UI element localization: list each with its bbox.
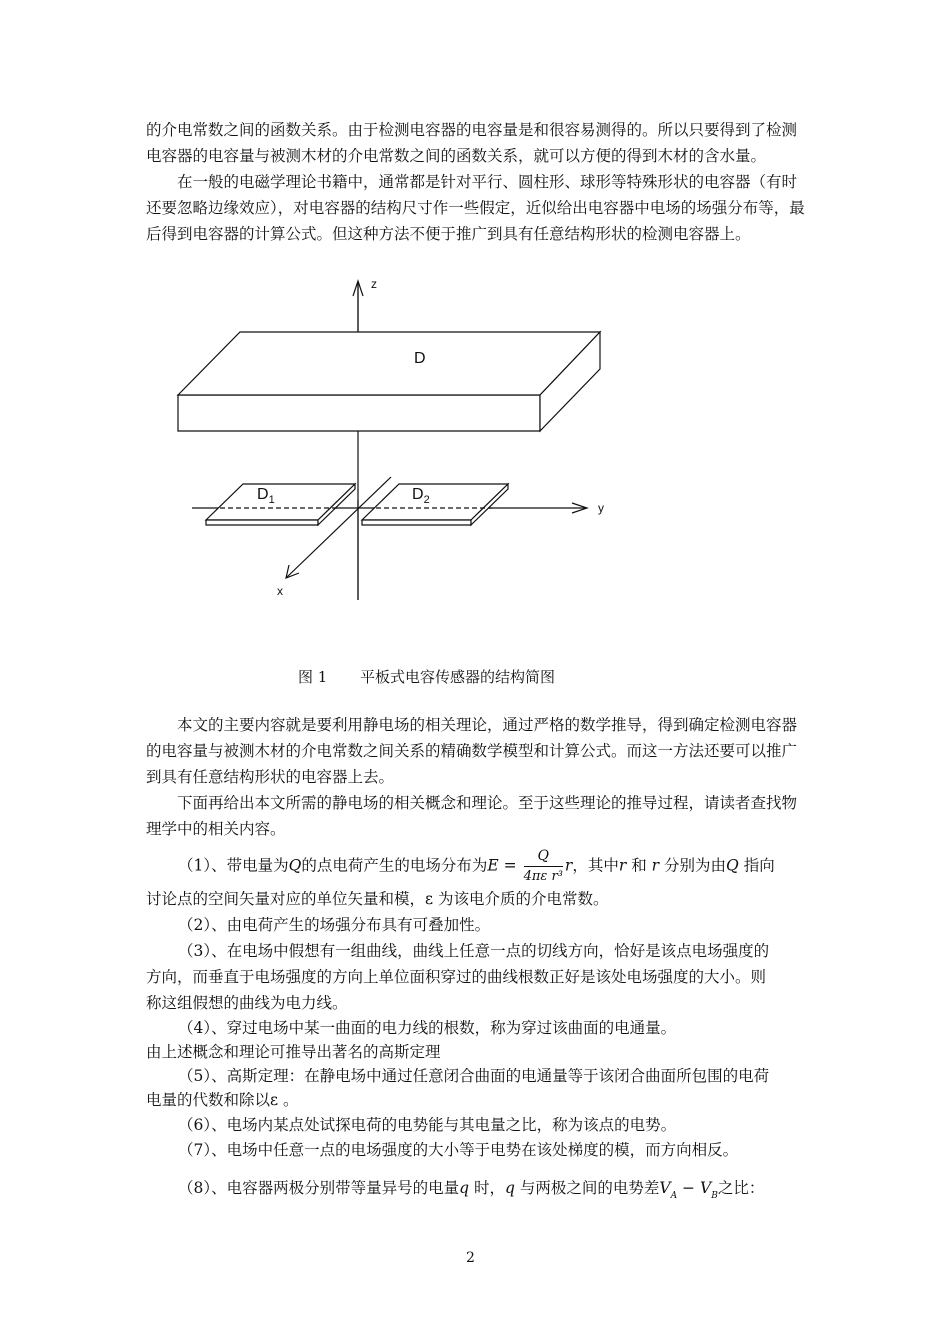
coulomb-fraction: $\frac{Q}{\text{4πε r³}}$ — [523, 848, 563, 884]
label-plate-D2: $D_2$ — [412, 486, 430, 506]
page-number: 2 — [466, 1250, 475, 1266]
vector-E: E — [487, 856, 499, 875]
item-3-line-1: （3）、在电场中假想有一组曲线，曲线上任意一点的切线方向，恰好是该点电场强度的 — [178, 942, 770, 960]
item-5-line-1: （5）、高斯定理：在静电场中通过任意闭合曲面的电通量等于该闭合曲面所包围的电荷 — [178, 1067, 770, 1085]
item-4: （4）、穿过电场中某一曲面的电力线的根数，称为穿过该曲面的电通量。 — [178, 1019, 677, 1037]
item-7: （7）、电场中任意一点的电场强度的大小等于电势在该处梯度的模，而方向相反。 — [178, 1141, 739, 1159]
figure-caption-text: 平板式电容传感器的结构简图 — [360, 668, 556, 686]
axis-label-y: y — [598, 501, 604, 515]
intro-paragraph-1: 的介电常数之间的函数关系。由于检测电容器的电容量是和很容易测得的。所以只要得到了检测电容器的电容量与被测木材的介电常数之间的函数关系，就可以方便的得到木材的含水量。 — [146, 121, 798, 165]
plate-D1-front — [206, 520, 318, 525]
intro-paragraph-2: 在一般的电磁学理论书籍中，通常都是针对平行、圆柱形、球形等特殊形状的电容器（有时还要忽略边缘效应），对电容器的结构尺寸作一些假定，近似给出电容器中电场的场强分布等，最后得到电容器的计算公式。但这种方法不便于推广到具有任意结构形状的检测电容器上。 — [146, 173, 805, 243]
item-6: （6）、电场内某点处试探电荷的电势能与其电量之比，称为该点的电势。 — [178, 1116, 677, 1134]
body-paragraph-4: 下面再给出本文所需的静电场的相关概念和理论。至于这些理论的推导过程，请读者查找物理学中的相关内容。 — [146, 794, 798, 838]
label-plate-D1: $D_1$ — [257, 486, 275, 506]
item-1-line-2: 讨论点的空间矢量对应的单位矢量和模，ε 为该电介质的介电常数。 — [146, 890, 609, 908]
plate-D2-front — [362, 520, 471, 525]
plate-D2-top — [362, 484, 508, 520]
label-slab-D: D — [414, 350, 426, 367]
figure-caption-number: 图 1 — [298, 668, 328, 686]
slab-D-front — [178, 395, 540, 431]
plate-D1-top — [206, 484, 355, 520]
gauss-intro: 由上述概念和理论可推导出著名的高斯定理 — [146, 1043, 441, 1061]
item-5-line-2: 电量的代数和除以ε 。 — [146, 1091, 299, 1109]
body-paragraph-3: 本文的主要内容就是要利用静电场的相关理论，通过严格的数学推导，得到确定检测电容器的电容量与被测木材的介电常数之间关系的精确数学模型和计算公式。而这一方法还要可以推广到具有任意结构形状的电容器上去。 — [146, 716, 798, 786]
item-3-line-3: 称这组假想的曲线为电力线。 — [146, 994, 348, 1012]
axis-label-x: x — [277, 584, 283, 598]
figure-caption — [298, 666, 555, 687]
slab-D-top — [178, 332, 600, 395]
axis-label-z: z — [371, 277, 377, 291]
item-1-line-1: （1）、带电量为Q的点电荷产生的电场分布为E = $\frac{Q}{\text{4πε r³}}$ r，其中r 和 r 分别为由Q 指向 — [178, 848, 775, 884]
item-3-line-2: 方向，而垂直于电场强度的方向上单位面积穿过的曲线根数正好是该处电场强度的大小。则 — [146, 968, 767, 986]
item-2: （2）、由电荷产生的场强分布具有可叠加性。 — [178, 916, 491, 934]
item-8: （8）、电容器两极分别带等量异号的电量q 时，q 与两极之间的电势差$V_A - V_B$之比： — [178, 1179, 765, 1201]
